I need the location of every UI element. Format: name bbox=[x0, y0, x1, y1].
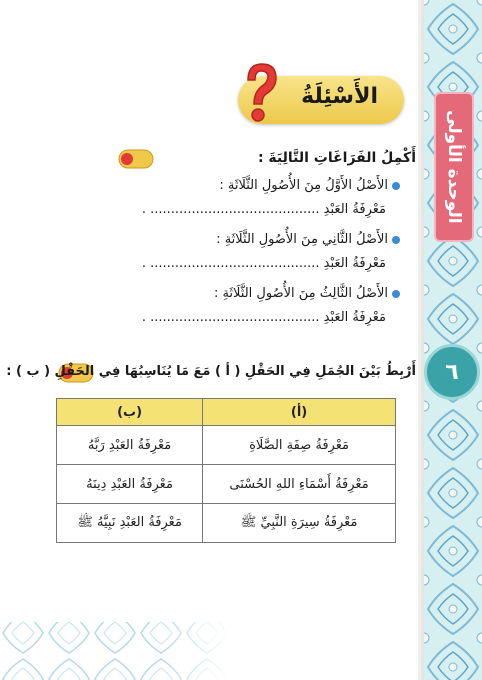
column-a-header: (أ) bbox=[203, 399, 396, 426]
q1-item-2-heading-text: الأَصْلُ الثَّانِي مِنَ الأُصُولِ الثَّلَاثَةِ : bbox=[216, 232, 388, 247]
bullet-icon bbox=[392, 236, 400, 244]
bottom-decorative-pattern bbox=[0, 610, 230, 680]
q1-item-1-heading bbox=[219, 178, 400, 193]
question-2-prompt: أَرْبِطُ بَيْنَ الجُمَلِ فِي الحَقْلِ ( أ ) مَعَ مَا يُنَاسِبُهَا فِي الحَقْلِ ( ب ) : bbox=[6, 364, 416, 379]
q1-item-3-heading-text: الأَصْلُ الثَّالِثُ مِنَ الأُصُولِ الثَّلَاثَةِ : bbox=[213, 286, 388, 301]
cell-a-1: مَعْرِفَةُ صِفَةِ الصَّلَاةِ bbox=[203, 426, 396, 465]
cell-a-2: مَعْرِفَةُ أَسْمَاءِ اللهِ الحُسْنَى bbox=[203, 465, 396, 504]
unit-tab bbox=[434, 92, 474, 242]
lesson-number-badge: ٦ bbox=[424, 344, 480, 400]
q1-item-2-answer: مَعْرِفَةُ العَبْدِ ......................................... . bbox=[141, 256, 386, 271]
q1-item-2-heading bbox=[216, 232, 400, 247]
question-mark-icon bbox=[236, 58, 284, 128]
q1-item-3-answer: مَعْرِفَةُ العَبْدِ ......................................... . bbox=[141, 310, 386, 325]
question-1-badge bbox=[118, 148, 154, 170]
q1-item-3-heading bbox=[214, 286, 400, 301]
table-row bbox=[57, 426, 396, 465]
page-title: الأَسْئِلَةُ bbox=[301, 84, 378, 109]
decorative-side-strip bbox=[424, 0, 482, 680]
table-row bbox=[57, 465, 396, 504]
cell-b-2: مَعْرِفَةُ العَبْدِ دِينَهُ bbox=[57, 465, 203, 504]
bullet-icon bbox=[392, 182, 400, 190]
question-1-prompt-text: أَكْمِلُ الفَرَاغَاتِ التَّالِيَةَ : bbox=[257, 150, 416, 166]
question-1-prompt bbox=[154, 150, 416, 166]
cell-b-1: مَعْرِفَةُ العَبْدِ رَبَّهُ bbox=[57, 426, 203, 465]
q1-item-1-answer: مَعْرِفَةُ العَبْدِ ......................................... . bbox=[141, 202, 386, 217]
page-fold bbox=[418, 0, 424, 680]
table-row bbox=[57, 504, 396, 543]
bullet-icon bbox=[392, 290, 400, 298]
unit-tab-label: الوحدة الأولى bbox=[444, 110, 464, 224]
matching-table bbox=[56, 398, 396, 543]
table-header-row bbox=[57, 399, 396, 426]
q1-item-1-heading-text: الأَصْلُ الأَوَّلُ مِنَ الأُصُولِ الثَّلَاثَةِ : bbox=[219, 178, 388, 193]
cell-a-3: مَعْرِفَةُ سِيرَةِ النَّبِيِّ ﷺ bbox=[203, 504, 396, 543]
column-b-header: (ب) bbox=[57, 399, 203, 426]
cell-b-3: مَعْرِفَةُ العَبْدِ نَبِيَّهُ ﷺ bbox=[57, 504, 203, 543]
